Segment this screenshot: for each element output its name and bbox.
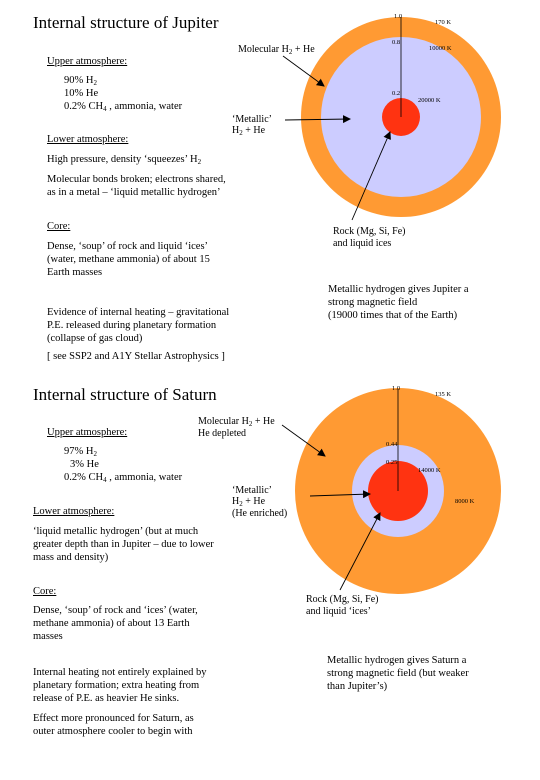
jupiter-magnetic-line2: strong magnetic field (328, 297, 418, 308)
saturn-heating-line1: Internal heating not entirely explained by (33, 667, 207, 678)
jupiter-upper-ch4: 0.2% $CH_4$ , ammonia, water (64, 101, 183, 113)
saturn-lower-line3: mass and density) (33, 552, 109, 563)
jupiter-label-metallic-h2: $H_2 + He$ (232, 125, 266, 137)
saturn-label-metallic: ‘Metallic’ (232, 485, 272, 496)
jupiter-core-line3: Earth masses (47, 267, 103, 278)
jupiter-lower-line1: High pressure, density ‘squeezes’ $H_2$ (47, 154, 202, 166)
saturn-upper-h2: 97% $H_2$ (64, 446, 97, 458)
saturn-heating-line2: planetary formation; extra heating from (33, 680, 200, 691)
jupiter-evidence-line3: (collapse of gas cloud) (47, 333, 143, 344)
jupiter-title: Internal structure of Jupiter (33, 13, 219, 32)
jupiter-radius-1: 1.0 (394, 13, 403, 20)
saturn-label-metallic-h2: $H_2 + He$ (232, 496, 266, 508)
saturn-title: Internal structure of Saturn (33, 385, 217, 404)
jupiter-temp-middle: 10000 K (429, 45, 452, 52)
saturn-radius-025: 0.25 (386, 459, 398, 466)
jupiter-evidence-line2: P.E. released during planetary formation (47, 320, 217, 331)
jupiter-diagram (283, 17, 501, 220)
saturn-core-heading: Core: (33, 586, 57, 597)
jupiter-magnetic-line1: Metallic hydrogen gives Jupiter a (328, 284, 469, 295)
saturn-label-molecular: Molecular $H_2 + He$ (198, 416, 275, 428)
saturn-temp-core: 14000 K (418, 467, 441, 474)
jupiter-core-line2: (water, methane ammonia) of about 15 (47, 254, 210, 265)
saturn-label-he-enriched: (He enriched) (232, 508, 288, 519)
saturn-temp-outer: 135 K (435, 391, 452, 398)
jupiter-lower-line3: as in a metal – ‘liquid metallic hydrogen’ (47, 187, 221, 198)
jupiter-radius-02: 0.2 (392, 90, 401, 97)
saturn-core-line3: masses (33, 631, 63, 642)
saturn-effect-line2: outer atmosphere cooler to begin with (33, 726, 193, 737)
jupiter-lower-line2: Molecular bonds broken; electrons shared, (47, 174, 226, 185)
jupiter-core-heading: Core: (47, 221, 71, 232)
saturn-effect-line1: Effect more pronounced for Saturn, as (33, 713, 194, 724)
saturn-core-line2: methane ammonia) of about 13 Earth (33, 618, 190, 629)
saturn-lower-heading: Lower atmosphere: (33, 506, 115, 517)
jupiter-upper-heading: Upper atmosphere: (47, 56, 128, 67)
jupiter-label-molecular: Molecular $H_2 + He$ (238, 44, 315, 56)
saturn-heating-line3: release of P.E. as heavier He sinks. (33, 693, 180, 704)
saturn-core-line1: Dense, ‘soup’ of rock and ‘ices’ (water, (33, 605, 198, 616)
jupiter-magnetic-line3: (19000 times that of the Earth) (328, 310, 458, 321)
saturn-label-ices: and liquid ‘ices’ (306, 606, 371, 617)
jupiter-lower-heading: Lower atmosphere: (47, 134, 129, 145)
saturn-upper-he: 3% He (70, 459, 99, 470)
saturn-label-rock: Rock (Mg, Si, Fe) (306, 594, 379, 605)
jupiter-evidence-line1: Evidence of internal heating – gravitational (47, 307, 230, 318)
jupiter-temp-core: 20000 K (418, 97, 441, 104)
jupiter-radius-08: 0.8 (392, 39, 401, 46)
saturn-magnetic-line1: Metallic hydrogen gives Saturn a (327, 655, 467, 666)
jupiter-temp-outer: 170 K (435, 19, 452, 26)
jupiter-upper-h2: 90% $H_2$ (64, 75, 97, 87)
saturn-label-he-depleted: He depleted (198, 428, 247, 439)
saturn-upper-ch4: 0.2% $CH_4$ , ammonia, water (64, 472, 183, 484)
jupiter-core-line1: Dense, ‘soup’ of rock and liquid ‘ices’ (47, 241, 209, 252)
saturn-magnetic-line2: strong magnetic field (but weaker (327, 668, 469, 679)
saturn-temp-mid: 8000 K (455, 498, 475, 505)
jupiter-upper-he: 10% He (64, 88, 99, 99)
jupiter-label-ices: and liquid ices (333, 238, 392, 249)
saturn-lower-line1: ‘liquid metallic hydrogen’ (but at much (33, 526, 199, 537)
jupiter-label-metallic: ‘Metallic’ (232, 114, 272, 125)
jupiter-see-reference: [ see SSP2 and A1Y Stellar Astrophysics ] (47, 351, 225, 362)
saturn-diagram (282, 388, 501, 594)
saturn-upper-heading: Upper atmosphere: (47, 427, 128, 438)
saturn-magnetic-line3: than Jupiter’s) (327, 681, 388, 692)
jupiter-label-rock: Rock (Mg, Si, Fe) (333, 226, 406, 237)
saturn-radius-044: 0.44 (386, 441, 398, 448)
saturn-lower-line2: greater depth than in Jupiter – due to lower (33, 539, 214, 550)
saturn-radius-1: 1.0 (392, 385, 401, 392)
